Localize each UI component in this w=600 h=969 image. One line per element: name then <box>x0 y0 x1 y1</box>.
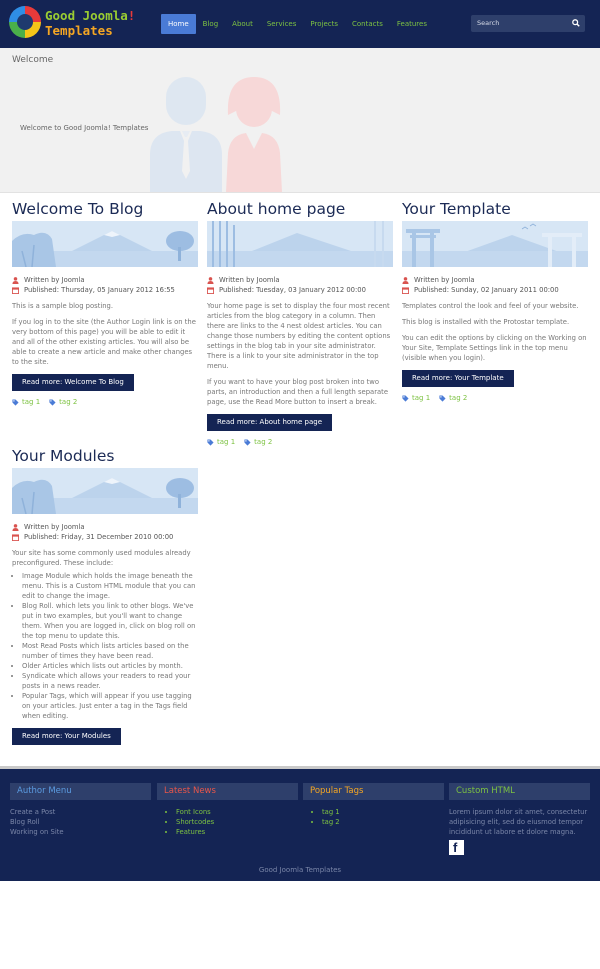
article-landscape-image <box>12 221 198 267</box>
footer-link[interactable]: • tag 1 <box>322 807 444 817</box>
logo-exclaim: ! <box>127 8 136 23</box>
user-icon <box>402 277 409 284</box>
footer-popular-tags <box>303 783 444 827</box>
user-icon <box>12 524 19 531</box>
tag-link[interactable]: tag 2 <box>49 398 77 406</box>
footer-link[interactable]: Working on Site <box>10 828 64 836</box>
article-tags <box>12 398 198 406</box>
banner-title: Welcome <box>12 55 54 65</box>
article-paragraph: This is a sample blog posting. <box>12 302 114 310</box>
nav-item-projects[interactable]: Projects <box>310 20 338 28</box>
list-item: • Syndicate which allows your readers to read your posts in a news reader. <box>22 671 198 691</box>
woman-figure-icon <box>226 77 282 192</box>
calendar-icon <box>12 534 19 541</box>
tag-icon <box>12 399 19 406</box>
article-landscape-image <box>12 468 198 514</box>
list-item: • Image Module which holds the image beneath the menu. This is a Custom HTML module that you can edit to change the image. <box>22 571 198 601</box>
man-figure-icon <box>150 77 222 192</box>
footer-custom-html <box>449 783 590 855</box>
article-landscape-image <box>402 221 588 267</box>
tag-icon <box>402 395 409 402</box>
article-your-template <box>402 200 588 402</box>
logo-text-line1: Good Joomla <box>45 8 128 23</box>
article-landscape-image <box>207 221 393 267</box>
article-published: Published: Tuesday, 03 January 2012 00:00 <box>219 286 366 294</box>
nav-item-blog[interactable]: Blog <box>202 20 219 28</box>
article-paragraph: Your home page is set to display the four most recent articles from the blog category in a column. Then there are links to the 4 nest oldest articles. You can change those numbers by editing the content options settings in the blog tab in your site administrator. There is a link to your site administrator in the top menu. <box>207 302 391 370</box>
calendar-icon <box>207 287 214 294</box>
list-item: • Most Read Posts which lists articles based on the number of times they have been read. <box>22 641 198 661</box>
article-paragraph: You can edit the options by clicking on the Working on Your Site, Template Settings link in the top menu (visible when you login). <box>402 334 587 362</box>
article-title[interactable]: About home page <box>207 200 346 218</box>
user-icon <box>12 277 19 284</box>
logo-text-line2: Templates <box>45 23 113 38</box>
tag-link[interactable]: tag 2 <box>244 438 272 446</box>
footer-heading: Popular Tags <box>303 783 444 800</box>
tag-icon <box>49 399 56 406</box>
calendar-icon <box>12 287 19 294</box>
article-published: Published: Friday, 31 December 2010 00:00 <box>24 533 174 541</box>
article-paragraph: If you log in to the site (the Author Login link is on the very bottom of this page) you will be able to edit it and all of the other existing articles. You will also be able to create a new article and make other changes to the site. <box>12 318 196 366</box>
article-author: Written by Joomla <box>414 276 475 284</box>
tag-link[interactable]: tag 1 <box>207 438 235 446</box>
article-your-modules <box>12 447 198 745</box>
site-logo[interactable] <box>9 6 139 40</box>
footer-latest-news <box>157 783 298 837</box>
article-tags <box>207 438 393 446</box>
site-header <box>0 0 600 48</box>
list-item: • Blog Roll. which lets you link to other blogs. We've put in two examples, but you'll want to change them. When you are logged in, click on blog roll on the top menu to update this. <box>22 601 198 641</box>
tag-link[interactable]: tag 1 <box>12 398 40 406</box>
read-more-button[interactable]: Read more: Welcome To Blog <box>12 374 134 391</box>
nav-item-contacts[interactable]: Contacts <box>352 20 383 28</box>
nav-item-about[interactable]: About <box>232 20 253 28</box>
nav-item-features[interactable]: Features <box>396 20 427 28</box>
calendar-icon <box>402 287 409 294</box>
list-item: • Popular Tags, which will appear if you use tagging on your articles. Just enter a tag in the Tags field when editing. <box>22 691 198 721</box>
article-welcome-to-blog <box>12 200 198 406</box>
welcome-banner <box>0 48 600 193</box>
list-item: • Older Articles which lists out articles by month. <box>22 661 198 671</box>
tag-icon <box>439 395 446 402</box>
tag-link[interactable]: tag 1 <box>402 394 430 402</box>
tag-icon <box>244 439 251 446</box>
search-icon[interactable] <box>572 19 580 27</box>
footer-link[interactable]: • Features <box>176 827 298 837</box>
article-published: Published: Thursday, 05 January 2012 16:55 <box>24 286 175 294</box>
footer-link[interactable]: Create a Post <box>10 808 56 816</box>
read-more-button[interactable]: Read more: Your Modules <box>12 728 121 745</box>
article-author: Written by Joomla <box>219 276 280 284</box>
article-title[interactable]: Welcome To Blog <box>12 200 144 218</box>
nav-item-services[interactable]: Services <box>266 20 297 28</box>
article-paragraph: This blog is installed with the Protostar template. <box>402 318 570 326</box>
footer-link[interactable]: Blog Roll <box>10 818 40 826</box>
article-about-home-page <box>207 200 393 446</box>
nav-item-home[interactable]: Home <box>161 14 196 34</box>
article-paragraph: Templates control the look and feel of your website. <box>402 302 579 310</box>
read-more-button[interactable]: Read more: Your Template <box>402 370 514 387</box>
footer-text: Lorem ipsum dolor sit amet, consectetur adipisicing elit, sed do eiusmod tempor incididunt ut labore et dolore magna. <box>449 808 588 836</box>
footer-heading: Custom HTML <box>449 783 590 800</box>
tag-link[interactable]: tag 2 <box>439 394 467 402</box>
article-tags <box>402 394 588 402</box>
site-footer <box>0 769 600 881</box>
footer-author-menu <box>10 783 151 837</box>
article-author: Written by Joomla <box>24 523 85 531</box>
search-input[interactable] <box>471 15 585 32</box>
user-icon <box>207 277 214 284</box>
banner-text: Welcome to Good Joomla! Templates <box>20 124 149 132</box>
article-title[interactable]: Your Modules <box>12 447 115 465</box>
footer-link[interactable]: • tag 2 <box>322 817 444 827</box>
copyright-text: Good Joomla Templates <box>258 866 342 874</box>
article-author: Written by Joomla <box>24 276 85 284</box>
footer-heading: Author Menu <box>10 783 151 800</box>
facebook-icon[interactable]: f <box>449 840 464 855</box>
article-paragraph: Your site has some commonly used modules already preconfigured. These include: <box>12 549 191 567</box>
search-placeholder: Search <box>477 19 500 27</box>
footer-link[interactable]: • Font Icons <box>176 807 298 817</box>
read-more-button[interactable]: Read more: About home page <box>207 414 332 431</box>
logo-emblem-icon <box>9 6 41 38</box>
footer-link[interactable]: • Shortcodes <box>176 817 298 827</box>
tag-icon <box>207 439 214 446</box>
article-paragraph: If you want to have your blog post broken into two parts, an introduction and then a full length separate page, use the Read More button to insert a break. <box>207 378 389 406</box>
main-nav <box>161 14 434 34</box>
people-illustration <box>146 75 296 192</box>
article-published: Published: Sunday, 02 January 2011 00:00 <box>414 286 559 294</box>
modules-list <box>12 571 198 721</box>
article-title[interactable]: Your Template <box>402 200 511 218</box>
footer-heading: Latest News <box>157 783 298 800</box>
